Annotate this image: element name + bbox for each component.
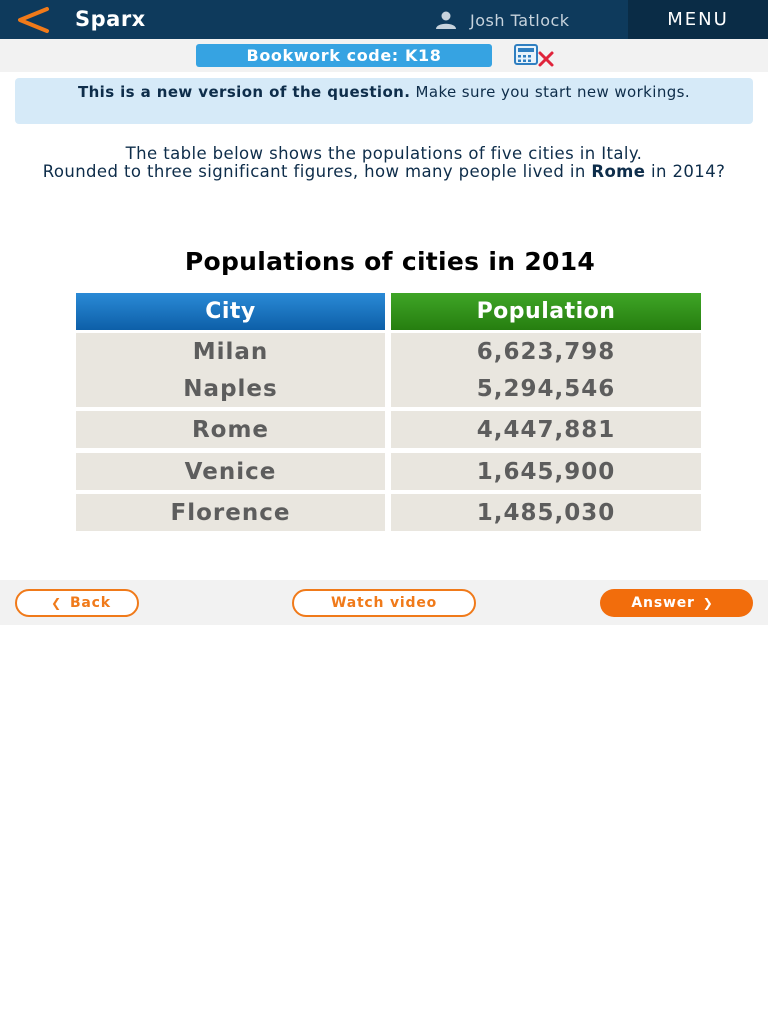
back-button-label: Back [69, 595, 111, 611]
answer-button[interactable] [600, 589, 753, 617]
top-bar [0, 0, 768, 39]
answer-button-label: Answer [631, 595, 695, 611]
notice-bold-text: This is a new version of the question. [77, 83, 411, 101]
action-bar [0, 580, 768, 625]
cell-city-venice: Venice [76, 453, 385, 490]
question-line-2-end: in 2014? [645, 161, 726, 181]
user-icon [434, 11, 458, 29]
brand-logo[interactable]: Sparx [75, 7, 146, 31]
question-line-1: The table below shows the populations of five cities in Italy. [125, 144, 643, 163]
question-line-2 [40, 163, 728, 181]
cell-city-naples: Naples [76, 370, 385, 407]
question-line-2-start: Rounded to three significant figures, how many people lived in [42, 161, 592, 181]
back-chevron-icon[interactable] [14, 6, 54, 34]
menu-button[interactable]: MENU [628, 0, 768, 39]
notice-text: Make sure you start new workings. [410, 83, 691, 101]
table-title: Populations of cities in 2014 [184, 247, 596, 276]
question-highlight: Rome [591, 161, 646, 181]
bookwork-bar [0, 39, 768, 72]
question-text [40, 145, 728, 180]
user-account[interactable] [434, 9, 570, 31]
user-name: Josh Tatlock [470, 10, 570, 30]
cell-population-rome: 4,447,881 [391, 411, 701, 448]
calculator-disabled-icon[interactable] [513, 44, 559, 68]
cell-population-venice: 1,645,900 [391, 453, 701, 490]
back-button[interactable] [15, 589, 139, 617]
cell-city-rome: Rome [76, 411, 385, 448]
cell-city-milan: Milan [76, 333, 385, 370]
cell-population-florence: 1,485,030 [391, 494, 701, 531]
cell-city-florence: Florence [76, 494, 385, 531]
bookwork-code-badge: Bookwork code: K18 [196, 44, 492, 67]
header-city: City [76, 293, 385, 330]
header-population: Population [391, 293, 701, 330]
chevron-left-icon: ❮ [51, 596, 62, 610]
cell-population-milan: 6,623,798 [391, 333, 701, 370]
cell-population-naples: 5,294,546 [391, 370, 701, 407]
chevron-right-icon: ❯ [702, 596, 714, 610]
new-version-notice [15, 78, 753, 124]
watch-video-button[interactable]: Watch video [292, 589, 476, 617]
